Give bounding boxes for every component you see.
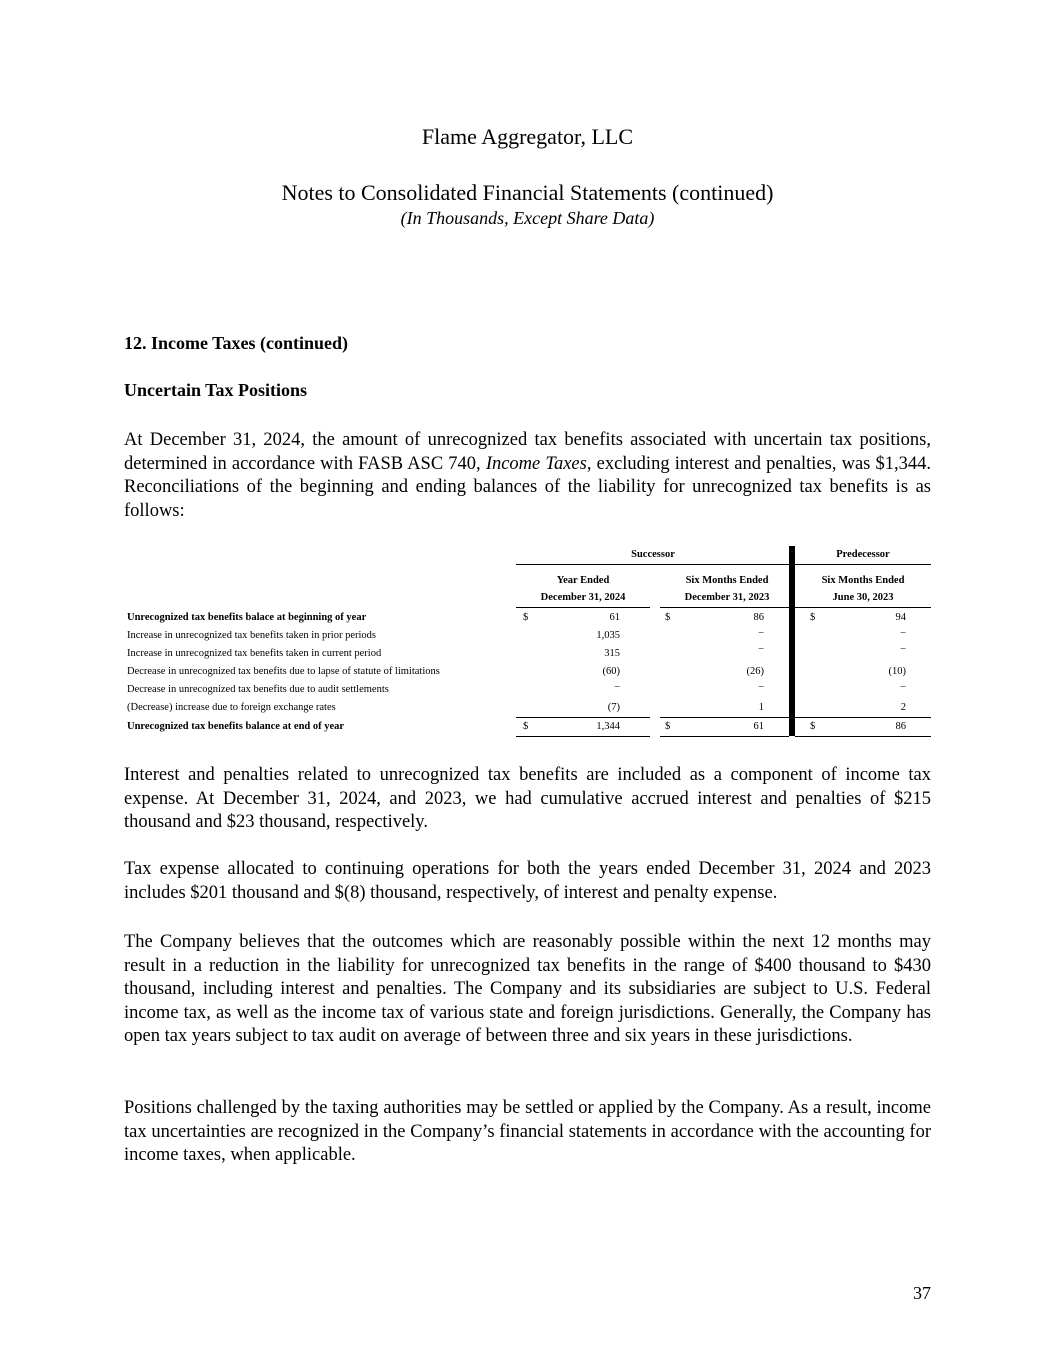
cell-value: − xyxy=(900,644,906,655)
currency-symbol: $ xyxy=(523,612,529,623)
page-number: 37 xyxy=(913,1283,931,1303)
col2-header-line1: Six Months Ended xyxy=(685,575,769,586)
total-rule-col1 xyxy=(516,736,650,737)
intro-italic: Income Taxes xyxy=(485,453,587,474)
cell-value: 1,344 xyxy=(596,721,620,732)
group-rule-successor xyxy=(516,564,789,565)
cell-value: 61 xyxy=(609,612,620,623)
currency-symbol: $ xyxy=(665,612,671,623)
col3-header-line1: Six Months Ended xyxy=(821,575,905,586)
subtotal-rule-col1 xyxy=(516,717,650,718)
tax-benefits-table xyxy=(124,546,931,740)
col1-header-rule xyxy=(516,607,650,608)
row-label: Unrecognized tax benefits balace at beginning of year xyxy=(127,612,367,623)
cell-value: 94 xyxy=(895,612,906,623)
cell-value: 86 xyxy=(753,612,764,623)
cell-value: − xyxy=(614,682,620,693)
row-label: Unrecognized tax benefits balance at end of year xyxy=(127,721,345,732)
cell-value: − xyxy=(758,644,764,655)
col3-header-rule xyxy=(795,607,931,608)
group-header-successor: Successor xyxy=(631,549,675,560)
reasonably-possible-paragraph: The Company believes that the outcomes which are reasonably possible within the next 12 months may result in a reduction in the liability for unrecognized tax benefits in the range of $400 thousand to $430 thousand, including interest and penalties. The Company and its subsidiaries are subject to U.S. Federal income tax, as well as the income tax of various state and foreign jurisdictions. Generally, the Company has open tax years subject to tax audit on average of between three and six years in these jurisdictions. xyxy=(124,932,931,1046)
positions-challenged-paragraph: Positions challenged by the taxing authorities may be settled or applied by the Company. As a result, income tax uncertainties are recognized in the Company’s financial statements in accordance with the accounting for income taxes, when applicable. xyxy=(124,1098,931,1165)
cell-value: 86 xyxy=(895,721,906,732)
currency-symbol: $ xyxy=(810,721,816,732)
cell-value: − xyxy=(900,628,906,639)
page-title: Notes to Consolidated Financial Statements (continued) xyxy=(281,180,774,205)
page-subtitle: (In Thousands, Except Share Data) xyxy=(400,208,655,228)
cell-value: 315 xyxy=(604,648,620,659)
company-name: Flame Aggregator, LLC xyxy=(421,124,634,149)
cell-value: 2 xyxy=(900,702,906,713)
cell-value: 1 xyxy=(758,702,764,713)
section-heading: 12. Income Taxes (continued) xyxy=(124,333,349,353)
intro-paragraph xyxy=(124,429,931,523)
row-label: Decrease in unrecognized tax benefits due to lapse of statute of limitations xyxy=(127,666,440,677)
row-label: Decrease in unrecognized tax benefits due to audit settlements xyxy=(127,684,389,695)
tax-expense-paragraph: Tax expense allocated to continuing operations for both the years ended December 31, 2024 and 2023 includes $201 thousand and $(8) thousand, respectively, of interest and penalty expense. xyxy=(124,859,931,903)
cell-value: 1,035 xyxy=(596,630,620,641)
intro-text-1: At December 31, 2024, the amount of unrecognized tax benefits associated with uncertain tax positions, determined in accordance with FASB ASC 740, xyxy=(124,430,931,474)
group-header-predecessor: Predecessor xyxy=(836,549,890,560)
cell-value: − xyxy=(758,628,764,639)
col1-header-line2: December 31, 2024 xyxy=(540,592,626,603)
subsection-heading: Uncertain Tax Positions xyxy=(124,380,308,400)
col3-header-line2: June 30, 2023 xyxy=(832,592,894,603)
row-label: (Decrease) increase due to foreign exchange rates xyxy=(127,702,336,713)
subtotal-rule-col2 xyxy=(660,717,789,718)
col2-header-rule xyxy=(660,607,789,608)
currency-symbol: $ xyxy=(810,612,816,623)
cell-value: (10) xyxy=(888,666,906,677)
cell-value: − xyxy=(758,682,764,693)
cell-value: (7) xyxy=(607,702,620,713)
cell-value: − xyxy=(900,682,906,693)
row-label: Increase in unrecognized tax benefits taken in prior periods xyxy=(127,630,376,641)
total-rule-col2 xyxy=(660,736,789,737)
cell-value: 61 xyxy=(753,721,764,732)
total-rule-col3 xyxy=(795,736,931,737)
col2-header-line2: December 31, 2023 xyxy=(684,592,770,603)
interest-penalties-paragraph: Interest and penalties related to unrecognized tax benefits are included as a component of income tax expense. At December 31, 2024, and 2023, we had cumulative accrued interest and penalties of $215 thousand and $23 thousand, respectively. xyxy=(124,765,931,832)
group-rule-predecessor xyxy=(795,564,931,565)
cell-value: (60) xyxy=(602,666,620,677)
intro-text-2: , excluding interest and penalties, was $1,344. Reconciliations of the beginning and ending balances of the liability for unrecognized tax benefits is as follows: xyxy=(124,453,932,521)
currency-symbol: $ xyxy=(523,721,529,732)
subtotal-rule-col3 xyxy=(795,717,931,718)
currency-symbol: $ xyxy=(665,721,671,732)
col1-header-line1: Year Ended xyxy=(556,575,610,586)
row-label: Increase in unrecognized tax benefits taken in current period xyxy=(127,648,382,659)
cell-value: (26) xyxy=(746,666,764,677)
